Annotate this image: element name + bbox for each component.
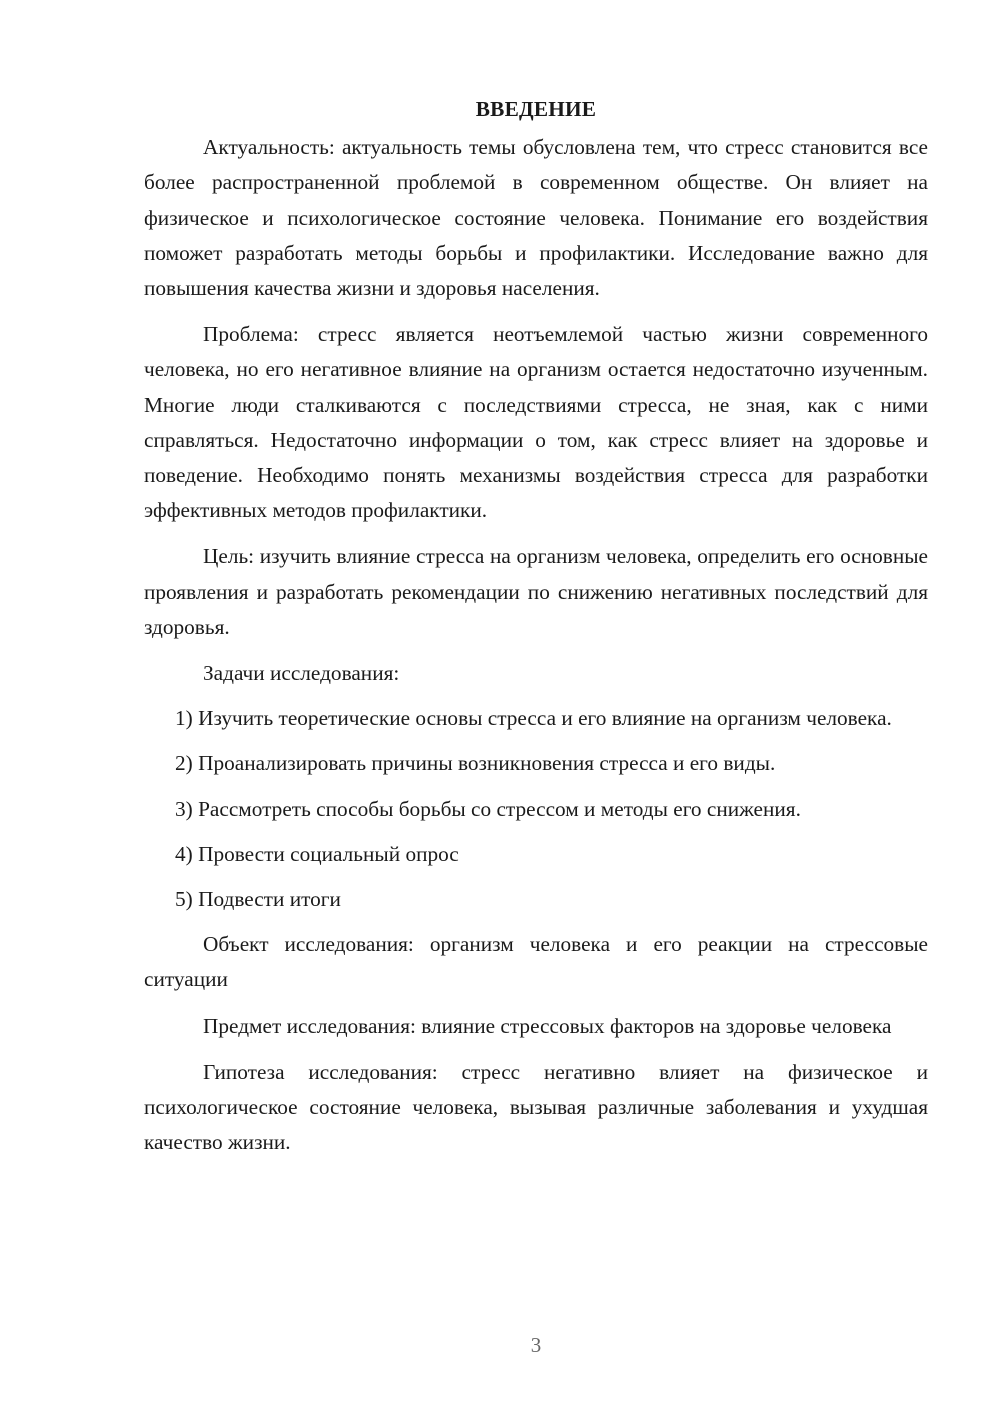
tasks-title: Задачи исследования: (203, 661, 400, 686)
hypothesis-paragraph: Гипотеза исследования: стресс негативно влияет на физическое и психологическое состояние человека, вызывая различные заболевания и ухудшая качество жизни. (144, 1059, 928, 1155)
task-item-1: 1) Изучить теоретические основы стресса и его влияние на организм человека. (175, 706, 892, 731)
task-item-5: 5) Подвести итоги (175, 887, 341, 912)
page-number: 3 (530, 1333, 542, 1357)
goal-paragraph: Цель: изучить влияние стресса на организм человека, определить его основные проявления и разработать рекомендации по снижению негативных последствий для здоровья. (144, 544, 928, 639)
task-item-3: 3) Рассмотреть способы борьбы со стрессом и методы его снижения. (175, 796, 801, 821)
subject-paragraph: Предмет исследования: влияние стрессовых факторов на здоровье человека (203, 1013, 892, 1038)
problem-paragraph: Проблема: стресс является неотъемлемой частью жизни современного человека, но его негативное влияние на организм остается недостаточно изученным. Многие люди сталкиваются с последствиями стресса, не зная, как с ними справляться. Недостаточно информации о том, как стресс влияет на здоровье и поведение. Необходимо понять механизмы воздействия стресса для разработки эффективных методов профилактики. (144, 322, 928, 523)
task-item-2: 2) Проанализировать причины возникновения стресса и его виды. (175, 751, 776, 776)
relevance-paragraph: Актуальность: актуальность темы обусловлена тем, что стресс становится все более распространенной проблемой в современном обществе. Он влияет на физическое и психологическое состояние человека. Понимание его воздействия поможет разработать методы борьбы и профилактики. Исследование важно для повышения качества жизни и здоровья населения. (144, 135, 928, 301)
section-heading: ВВЕДЕНИЕ (475, 97, 597, 121)
task-item-4: 4) Провести социальный опрос (175, 841, 459, 866)
document-page (144, 92, 928, 1171)
object-paragraph: Объект исследования: организм человека и его реакции на стрессовые ситуации (144, 932, 928, 992)
